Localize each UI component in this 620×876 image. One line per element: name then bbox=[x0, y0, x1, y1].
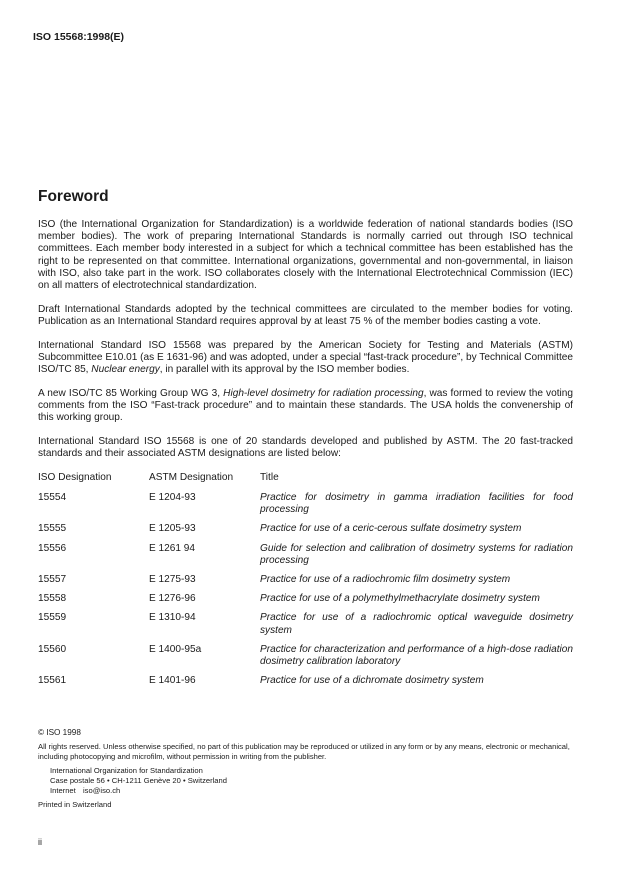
paragraph-preparation bbox=[38, 340, 573, 377]
astm-designation: E 1276-96 bbox=[149, 593, 196, 605]
text-run: , was formed to review the voting comments from the ISO “Fast-track procedure” and to maintain these standards. The USA holds the convenership of this working group. bbox=[38, 387, 573, 424]
table-row bbox=[38, 523, 573, 535]
astm-designation: E 1275-93 bbox=[149, 573, 196, 585]
text-run: , in parallel with its approval by the ISO member bodies. bbox=[159, 364, 410, 376]
iso-designation: 15559 bbox=[38, 612, 67, 624]
internet-contact bbox=[50, 786, 583, 796]
table-row bbox=[38, 612, 573, 636]
paragraph-standards-list-intro: International Standard ISO 15568 is one of 20 standards developed and published by ASTM. The 20 fast-tracked standards and their associated ASTM designations are listed below: bbox=[38, 435, 573, 460]
standard-title: Practice for use of a dichromate dosimetry system bbox=[260, 675, 484, 687]
page-number: ii bbox=[38, 837, 42, 847]
iso-designation: 15555 bbox=[38, 523, 67, 535]
text-run: A new ISO/TC 85 Working Group WG 3, bbox=[38, 387, 224, 399]
document-reference: ISO 15568:1998(E) bbox=[33, 31, 125, 43]
iso-designation: 15558 bbox=[38, 593, 67, 605]
email-link[interactable]: iso@iso.ch bbox=[83, 786, 121, 795]
copyright-footer bbox=[38, 728, 583, 810]
foreword-body bbox=[38, 219, 573, 694]
astm-designation: E 1205-93 bbox=[149, 523, 196, 535]
astm-designation: E 1261 94 bbox=[149, 542, 196, 554]
iso-designation: 15556 bbox=[38, 542, 67, 554]
table-row bbox=[38, 543, 573, 567]
table-row bbox=[38, 593, 573, 605]
astm-designation: E 1400-95a bbox=[149, 643, 202, 655]
rights-statement: All rights reserved. Unless otherwise specified, no part of this publication may be reproduced or utilized in any form or by any means, electronic or mechanical, including photocopying and microfilm, without permission in writing from the publisher. bbox=[38, 742, 570, 761]
table-row bbox=[38, 644, 573, 668]
postal-address: Case postale 56 • CH-1211 Genève 20 • Switzerland bbox=[50, 776, 227, 785]
iso-designation: 15557 bbox=[38, 573, 67, 585]
printed-location: Printed in Switzerland bbox=[38, 800, 112, 809]
table-row bbox=[38, 675, 573, 687]
internet-label: Internet bbox=[50, 786, 76, 795]
copyright-notice: © ISO 1998 bbox=[38, 728, 81, 737]
paragraph-draft-standards: Draft International Standards adopted by the technical committees are circulated to the member bodies for voting. Publication as an International Standard requires approval by at least 75 % of the member bodies casting a vote. bbox=[38, 303, 573, 327]
publisher-address bbox=[38, 766, 583, 796]
publisher-name: International Organization for Standardization bbox=[50, 766, 203, 775]
committee-name: Nuclear energy bbox=[91, 364, 160, 376]
working-group-name: High-level dosimetry for radiation processing bbox=[223, 387, 424, 399]
standard-title: Practice for use of a ceric-cerous sulfate dosimetry system bbox=[260, 523, 522, 535]
paragraph-iso-intro: ISO (the International Organization for Standardization) is a worldwide federation of national standards bodies (ISO member bodies). The work of preparing International Standards is normally carried out through ISO technical committees. Each member body interested in a subject for which a technical committee has been established has the right to be represented on that committee. International organizations, governmental and non-governmental, in liaison with ISO, also take part in the work. ISO collaborates closely with the International Electrotechnical Commission (IEC) on all matters of electrotechnical standardization. bbox=[38, 219, 573, 292]
iso-designation: 15554 bbox=[38, 491, 67, 503]
table-header-row bbox=[38, 472, 573, 484]
table-row bbox=[38, 574, 573, 586]
section-title: Foreword bbox=[38, 188, 109, 205]
standard-title: Guide for selection and calibration of dosimetry systems for radiation processing bbox=[260, 542, 573, 566]
astm-designation: E 1401-96 bbox=[149, 675, 196, 687]
standard-title: Practice for use of a radiochromic optical waveguide dosimetry system bbox=[260, 612, 573, 636]
astm-designation: E 1204-93 bbox=[149, 491, 196, 503]
iso-designation: 15561 bbox=[38, 675, 67, 687]
standard-title: Practice for use of a polymethylmethacrylate dosimetry system bbox=[260, 593, 540, 605]
column-header-astm: ASTM Designation bbox=[149, 471, 234, 483]
astm-designation: E 1310-94 bbox=[149, 612, 196, 624]
paragraph-working-group bbox=[38, 388, 573, 425]
text-run: International Standard ISO 15568 was prepared by the American Society for Testing and Materials (ASTM) Subcommittee E10.01 (as E 1631-96) and was adopted, under a special “fast-track procedure”, by Technical Committee ISO/TC 85, bbox=[38, 339, 573, 376]
column-header-title: Title bbox=[260, 471, 279, 483]
column-header-iso: ISO Designation bbox=[38, 471, 112, 483]
standard-title: Practice for dosimetry in gamma irradiation facilities for food processing bbox=[260, 491, 573, 516]
designations-table bbox=[38, 472, 573, 688]
table-row bbox=[38, 492, 573, 516]
standard-title: Practice for characterization and performance of a high-dose radiation dosimetry calibration laboratory bbox=[260, 643, 573, 667]
iso-designation: 15560 bbox=[38, 643, 67, 655]
standard-title: Practice for use of a radiochromic film dosimetry system bbox=[260, 573, 511, 585]
